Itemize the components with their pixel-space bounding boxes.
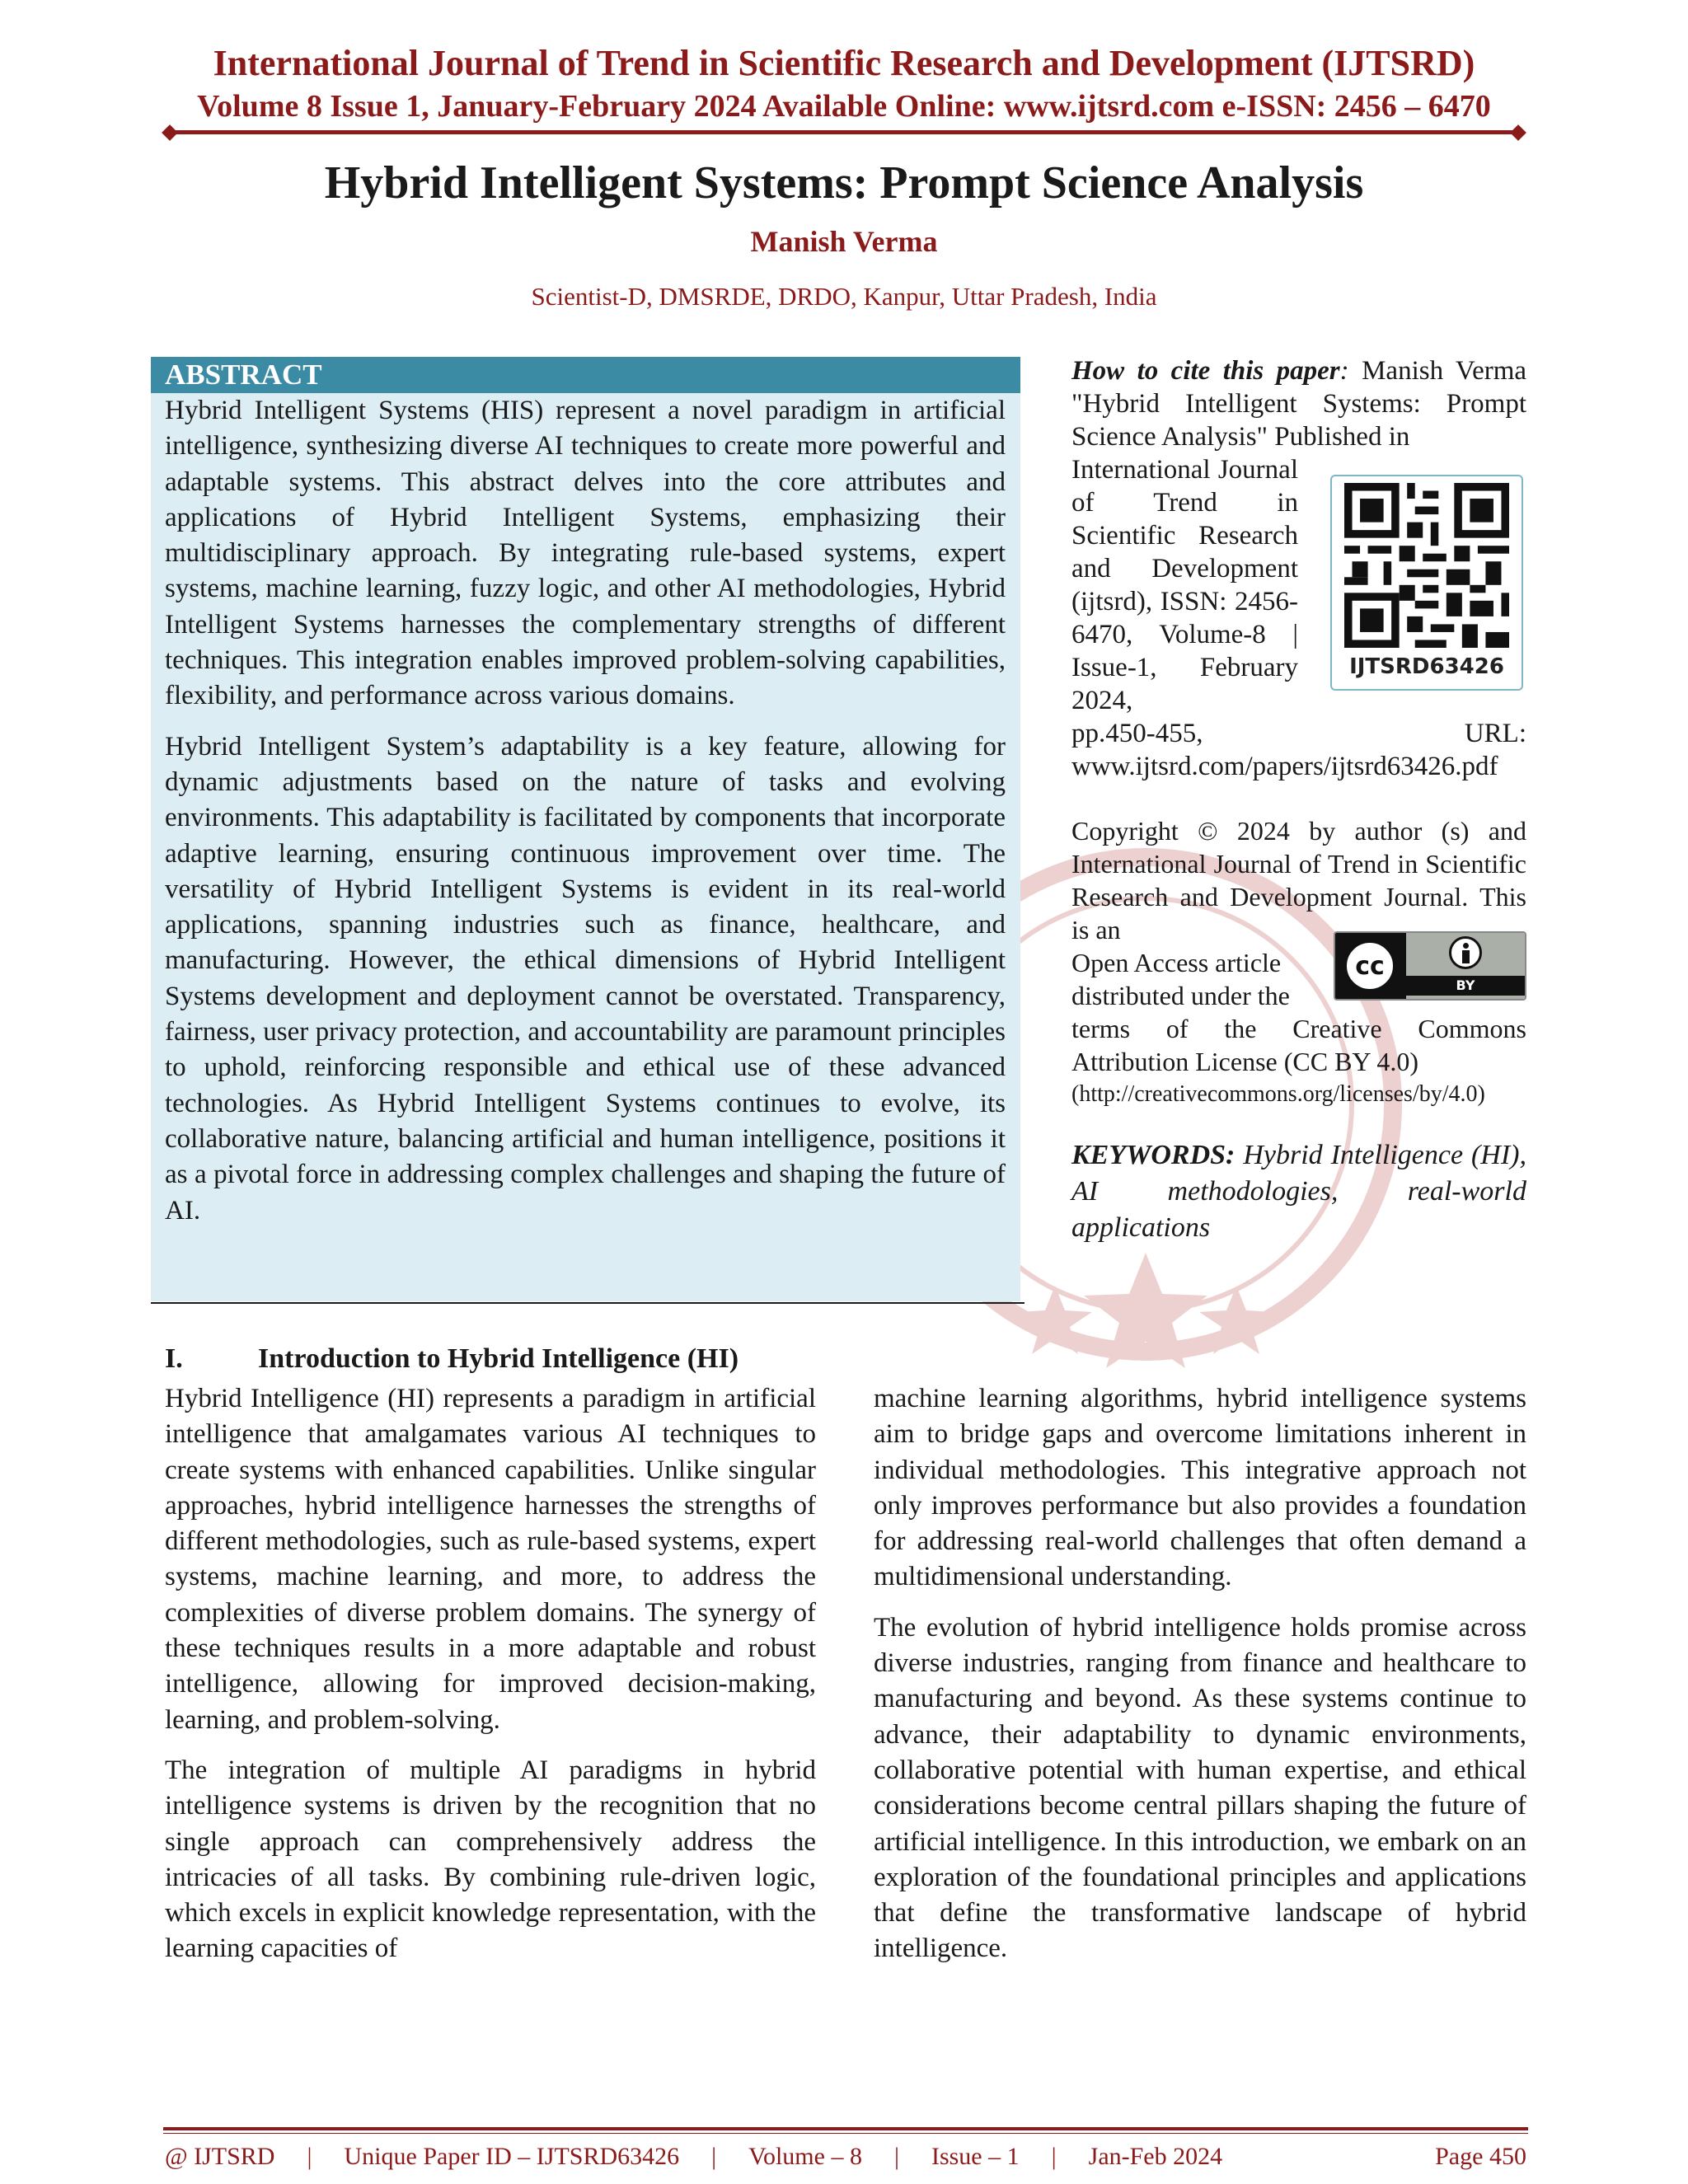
rule-right-diamond: [1510, 124, 1526, 141]
attribution-person-icon: [1449, 936, 1482, 969]
journal-name: International Journal of Trend in Scientific Research and Development (IJTSRD): [213, 43, 1475, 83]
paper-title: Hybrid Intelligent Systems: Prompt Science Analysis: [324, 157, 1364, 209]
intro-paragraph-3: machine learning algorithms, hybrid intelligence systems aim to bridge gaps and overcome limitations inherent in individual methodologies. This integrative approach not only improves performance but also provides a foundation for addressing real-world challenges that often demand a multidimensional understanding.: [874, 1384, 1526, 1592]
by-panel: [1406, 933, 1525, 999]
right-column: [874, 1381, 1526, 1982]
left-column: [165, 1381, 816, 1982]
page-footer: @ IJTSRD | Unique Paper ID – IJTSRD63426 | Volume – 8 | Issue – 1 | Jan-Feb 2024 Page 450: [165, 2143, 1526, 2170]
journal-info: Volume 8 Issue 1, January-February 2024 Available Online: www.ijtsrd.com e-ISSN: 2456 – 6470: [197, 89, 1491, 124]
abstract-body: [165, 393, 1006, 1244]
citation-url[interactable]: www.ijtsrd.com/papers/ijtsrd63426.pdf: [1071, 752, 1498, 781]
footer-date: Jan-Feb 2024: [1088, 2143, 1223, 2170]
copyright-narrow: Open Access article distributed under the: [1071, 948, 1290, 1010]
copyright-tail: terms of the Creative Commons Attribution License (CC BY 4.0): [1071, 1014, 1526, 1076]
footer-rule: [163, 2127, 1528, 2130]
by-label: BY: [1406, 976, 1525, 996]
footer-journal: @ IJTSRD: [165, 2143, 275, 2170]
abstract-heading: ABSTRACT: [151, 357, 1020, 393]
cc-by-license-badge[interactable]: [1334, 931, 1526, 1001]
footer-issue: Issue – 1: [931, 2143, 1020, 2170]
intro-paragraph-4: The evolution of hybrid intelligence holds promise across diverse industries, ranging from finance and healthcare to manufacturing and beyond. As these systems continue to advance, their adaptability to dynamic environments, collaborative potential with human expertise, and ethical considerations become central pillars shaping the future of artificial intelligence. In this introduction, we embark on an exploration of the foundational principles and applications that define the transformative landscape of hybrid intelligence.: [874, 1612, 1526, 1964]
citation-lead: Manish Verma "Hybrid Intelligent Systems: Prompt Science Analysis" Published in: [1071, 356, 1527, 452]
qr-paper-id: IJTSRD63426: [1349, 654, 1504, 679]
section-heading: [165, 1343, 738, 1375]
copyright-lead: Copyright © 2024 by author (s) and International Journal of Trend in Scientific Research and Development Journal. This is an: [1071, 816, 1526, 944]
intro-paragraph-2: The integration of multiple AI paradigms in hybrid intelligence systems is driven by the recognition that no single approach can comprehensively address the intricacies of all tasks. By combining rule-driven logic, which excels in explicit knowledge representation, with the learning capacities of: [165, 1755, 816, 1964]
keywords-label: KEYWORDS:: [1071, 1140, 1236, 1170]
abstract-paragraph-1: Hybrid Intelligent Systems (HIS) represent a novel paradigm in artificial intelligence, synthesizing diverse AI techniques to create more powerful and adaptable systems. This abstract delves into the core attributes and applications of Hybrid Intelligent Systems, emphasizing their multidisciplinary approach. By integrating rule-based systems, expert systems, machine learning, fuzzy logic, and other AI methodologies, Hybrid Intelligent Systems harnesses the complementary strengths of different techniques. This integration enables improved problem-solving capabilities, flexibility, and performance across various domains.: [165, 396, 1006, 711]
keywords-text: Hybrid Intelligence (HI), AI methodologies, real-world applications: [1071, 1140, 1526, 1243]
abstract-bottom-rule: [151, 1302, 1025, 1304]
footer-paper-id: Unique Paper ID – IJTSRD63426: [344, 2143, 680, 2170]
citation-label: How to cite this paper: [1071, 356, 1340, 386]
header-rule: [170, 130, 1518, 134]
intro-paragraph-1: Hybrid Intelligence (HI) represents a paradigm in artificial intelligence that amalgamates various AI techniques to create systems with enhanced capabilities. Unlike singular approaches, hybrid intelligence harnesses the strengths of different methodologies, such as rule-based systems, expert systems, machine learning, and more, to address the complexities of diverse problem domains. The synergy of these techniques results in a more adaptable and robust intelligence, allowing for improved decision-making, learning, and problem-solving.: [165, 1384, 816, 1735]
author-affiliation: Scientist-D, DMSRDE, DRDO, Kanpur, Uttar Pradesh, India: [531, 282, 1157, 311]
qr-code-icon: [1340, 483, 1513, 648]
footer-page-number: Page 450: [1435, 2143, 1526, 2170]
abstract-paragraph-2: Hybrid Intelligent System’s adaptability is a key feature, allowing for dynamic adjustments based on the nature of tasks and evolving environments. This adaptability is facilitated by components that incorporate adaptive learning, ensuring continuous improvement over time. The versatility of Hybrid Intelligent Systems is evident in its real-world applications, spanning industries such as finance, healthcare, and manufacturing. However, the ethical dimensions of Hybrid Intelligent Systems development and deployment cannot be overstated. Transparency, fairness, user privacy protection, and accountability are paramount principles to uphold, reinforcing responsible and ethical use of these advanced technologies. As Hybrid Intelligent Systems continues to evolve, its collaborative nature, balancing artificial and human intelligence, positions it as a pivotal force in addressing complex challenges and shaping the future of AI.: [165, 731, 1006, 1226]
section-title: Introduction to Hybrid Intelligence (HI): [258, 1343, 739, 1374]
citation-details: International Journal of Trend in Scientific Research and Development (ijtsrd), ISSN: 2456-6470, Volume-8 | Issue-1, February 2024,: [1071, 455, 1298, 715]
citation-pages: pp.450-455,: [1071, 719, 1203, 748]
citation-url-label: URL:: [1464, 719, 1526, 748]
footer-rule-thin: [163, 2133, 1528, 2134]
cc-icon: cc: [1343, 940, 1396, 992]
footer-volume: Volume – 8: [748, 2143, 862, 2170]
section-number: I.: [165, 1343, 183, 1374]
citation-block: How to cite this paper: Manish Verma "Hybrid Intelligent Systems: Prompt Science Analysis" Published in International Journal of Trend in Scientific Research and Development (ijtsrd), ISSN: 2456-6470, Volume-8 | Issue-1, February 2024, pp.450-455, URL: www.ijtsrd.com/papers/ijtsrd63426.pdf: [1071, 356, 1527, 781]
license-link[interactable]: (http://creativecommons.org/licenses/by/4.0): [1071, 1081, 1485, 1107]
author-name: Manish Verma: [750, 225, 938, 258]
keywords-block: [1071, 1137, 1526, 1246]
